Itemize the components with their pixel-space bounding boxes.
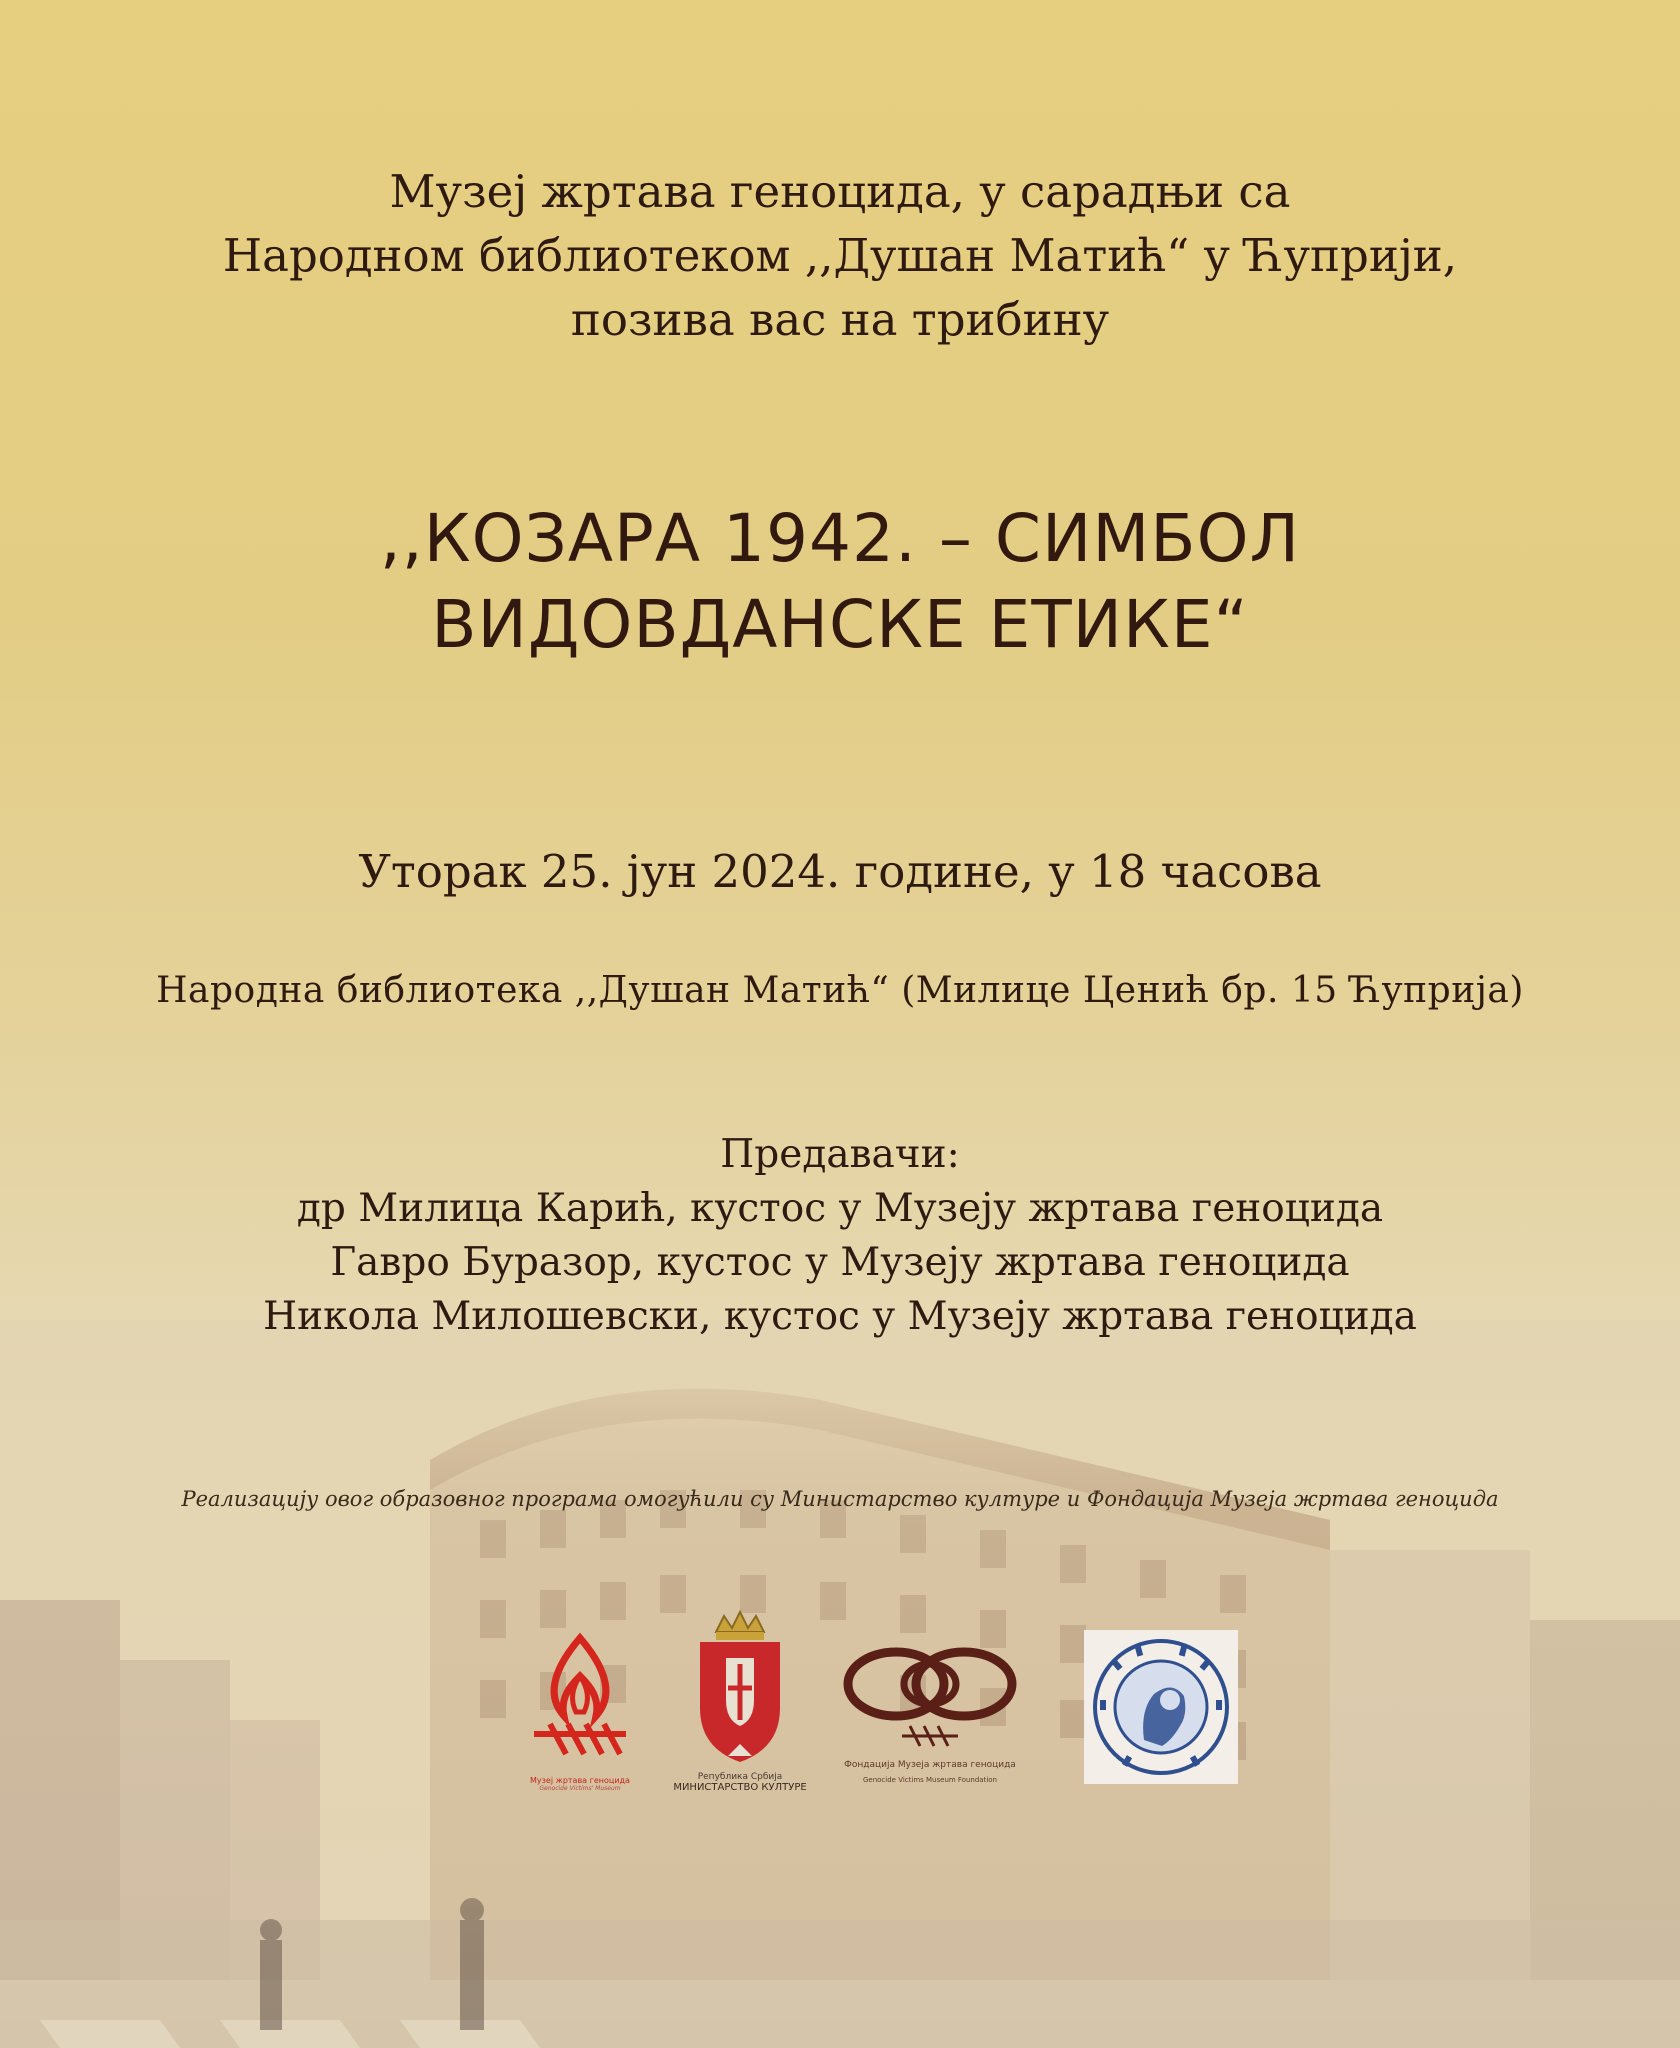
lecturer-item: Гавро Буразор, кустос у Музеју жртава геноцида [330, 1240, 1350, 1285]
serbian-coat-of-arms-icon [670, 1608, 810, 1768]
lecturer-item: Никола Милошевски, кустос у Музеју жртава геноцида [263, 1294, 1417, 1339]
flame-logo-icon [520, 1628, 640, 1768]
lecturers-heading: Предавачи: [720, 1132, 960, 1177]
library-seal-icon [1084, 1630, 1238, 1784]
foundation-caption-2: Genocide Victims Museum Foundation [862, 1776, 997, 1784]
infinity-knot-icon [840, 1646, 1020, 1756]
museum-caption-1: Музеј жртава геноцида [530, 1776, 630, 1785]
event-date: Уторак 25. јун 2024. године, у 18 часова [358, 845, 1322, 898]
intro-text [0, 160, 1680, 352]
foundation-logo [840, 1646, 1020, 1784]
event-title [0, 496, 1680, 668]
event-venue: Народна библиотека ,,Душан Матић“ (Милице Ценић бр. 15 Ћуприја) [156, 970, 1524, 1011]
intro-line-1: Музеј жртава геноцида, у сарадњи са [389, 165, 1291, 218]
ministry-logo [670, 1608, 810, 1793]
partner-logos [0, 1608, 1680, 1828]
museum-caption-2: Genocide Victims' Museum [539, 1785, 621, 1792]
library-logo [1084, 1630, 1238, 1784]
intro-line-3: позива вас на трибину [570, 293, 1110, 346]
title-line-2: ВИДОВДАНСКЕ ЕТИКЕ“ [431, 586, 1249, 663]
title-line-1: ,,КОЗАРА 1942. – СИМБОЛ [379, 500, 1301, 577]
foundation-caption-1: Фондација Музеја жртава геноцида [844, 1760, 1016, 1770]
funding-credit: Реализацију овог образовног програма омогућили су Министарство културе и Фондација Музеја жртава геноцида [181, 1487, 1499, 1511]
intro-line-2: Народном библиотеком ,,Душан Матић“ у Ћуприји, [222, 229, 1458, 282]
lecturers-section [0, 1128, 1680, 1344]
lecturer-item: др Милица Карић, кустос у Музеју жртава геноцида [296, 1186, 1384, 1231]
ministry-caption-2: МИНИСТАРСТВО КУЛТУРЕ [673, 1782, 807, 1793]
museum-logo [520, 1628, 640, 1792]
ministry-caption-1: Република Србија [697, 1772, 783, 1782]
